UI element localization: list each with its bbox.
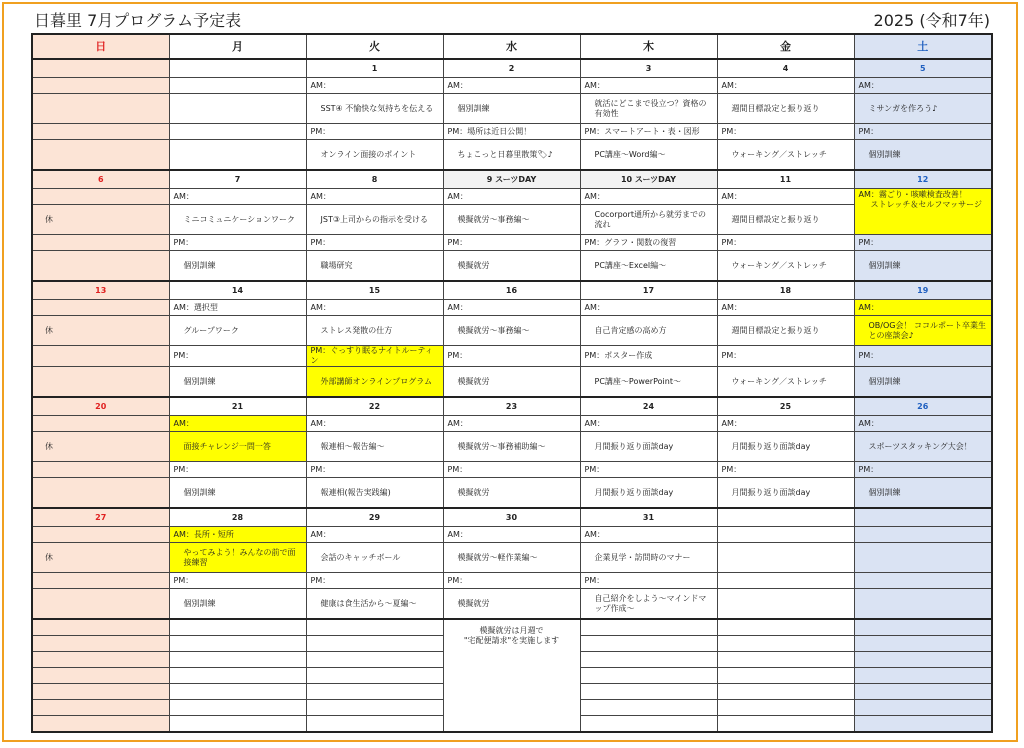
pm-label: PM： <box>443 573 580 589</box>
am-label: AM： <box>443 189 580 205</box>
am-label-sub: ストレッチ＆セルフマッサージ <box>870 200 982 209</box>
pm-program: ウォーキング／ストレッチ <box>717 140 854 171</box>
pm-label: PM： <box>580 462 717 478</box>
am-label: AM： <box>580 527 717 543</box>
empty-cell <box>306 619 443 636</box>
am-program: 週間目標設定と振り返り <box>717 316 854 346</box>
pm-program: 個別訓練 <box>169 478 306 509</box>
header-tue: 火 <box>306 34 443 59</box>
week5-dates <box>32 508 992 527</box>
week3-pm <box>32 367 992 398</box>
am-label: AM： <box>717 78 854 94</box>
pm-label: PM： <box>169 462 306 478</box>
date-cell: 3 <box>580 59 717 78</box>
pm-program: 外部講師オンラインプログラム <box>306 367 443 398</box>
week1-dates <box>32 59 992 78</box>
pm-label: PM： <box>306 462 443 478</box>
am-label: AM： <box>306 300 443 316</box>
empty-cell <box>717 684 854 700</box>
am-program <box>169 94 306 124</box>
pm-label: PM：場所は近日公開！ <box>443 124 580 140</box>
date-cell: 21 <box>169 397 306 416</box>
week2-pm <box>32 251 992 282</box>
empty-cell <box>306 700 443 716</box>
am-label: AM： <box>443 78 580 94</box>
pm-program: 月間振り返り面談day <box>580 478 717 509</box>
date-cell: 24 <box>580 397 717 416</box>
pm-program: 模擬就労 <box>443 367 580 398</box>
empty-cell <box>306 652 443 668</box>
empty-cell <box>32 716 169 733</box>
header-thu: 木 <box>580 34 717 59</box>
empty-cell <box>717 716 854 733</box>
am-program <box>854 543 992 573</box>
am-program: OB/OG会！ ココルポート卒業生との座談会♪ <box>854 316 992 346</box>
pm-label: PM： <box>854 235 992 251</box>
week2-dates <box>32 170 992 189</box>
date-cell: 8 <box>306 170 443 189</box>
empty-cell <box>580 619 717 636</box>
date-cell: 7 <box>169 170 306 189</box>
am-label <box>32 189 169 205</box>
date-cell: 29 <box>306 508 443 527</box>
date-cell <box>854 508 992 527</box>
pm-label: PM： <box>717 462 854 478</box>
pm-program <box>32 478 169 509</box>
am-label: AM： <box>580 78 717 94</box>
date-cell: 6 <box>32 170 169 189</box>
am-label: AM： <box>443 416 580 432</box>
empty-cell <box>854 636 992 652</box>
rest-label: 休 <box>32 543 169 573</box>
pm-label: PM： <box>580 573 717 589</box>
empty-cell <box>32 652 169 668</box>
date-cell <box>32 59 169 78</box>
pm-program: 個別訓練 <box>854 140 992 171</box>
pm-program <box>854 589 992 620</box>
empty-cell <box>854 684 992 700</box>
date-cell: 10 スーツDAY <box>580 170 717 189</box>
date-cell: 1 <box>306 59 443 78</box>
empty-cell <box>169 668 306 684</box>
am-program: ストレス発散の仕方 <box>306 316 443 346</box>
pm-label <box>32 124 169 140</box>
pm-label <box>32 346 169 367</box>
pm-label: PM： <box>443 346 580 367</box>
empty-cell <box>169 716 306 733</box>
empty-cell <box>854 619 992 636</box>
am-program: スポーツスタッキング大会！ <box>854 432 992 462</box>
pm-program <box>32 589 169 620</box>
empty-cell <box>854 652 992 668</box>
pm-label: PM： <box>717 124 854 140</box>
am-label <box>32 416 169 432</box>
pm-program: 報連相(報告実践編) <box>306 478 443 509</box>
week1-pm-labels <box>32 124 992 140</box>
date-cell: 31 <box>580 508 717 527</box>
date-cell: 22 <box>306 397 443 416</box>
empty-cell <box>32 684 169 700</box>
pm-label <box>32 462 169 478</box>
pm-label: PM： <box>443 235 580 251</box>
am-label: AM： <box>580 300 717 316</box>
empty-cell <box>306 716 443 733</box>
week1-pm <box>32 140 992 171</box>
am-program: グループワーク <box>169 316 306 346</box>
pm-label: PM：スマートアート・表・図形 <box>580 124 717 140</box>
empty-cell <box>169 652 306 668</box>
empty-cell <box>717 668 854 684</box>
empty-cell <box>580 652 717 668</box>
date-cell: 4 <box>717 59 854 78</box>
empty-cell <box>169 636 306 652</box>
pm-label: PM： <box>169 573 306 589</box>
empty-cell <box>580 684 717 700</box>
rest-label: 休 <box>32 432 169 462</box>
pm-program <box>32 140 169 171</box>
pm-label <box>32 573 169 589</box>
am-label: AM：長所・短所 <box>169 527 306 543</box>
empty-cell <box>306 684 443 700</box>
pm-label: PM：ぐっすり眠るナイトルーティン <box>306 346 443 367</box>
empty-cell <box>32 619 169 636</box>
date-cell: 12 <box>854 170 992 189</box>
pm-program <box>32 251 169 282</box>
pm-program: PC講座～PowerPoint～ <box>580 367 717 398</box>
pm-label: PM： <box>169 235 306 251</box>
am-label: AM： <box>169 189 306 205</box>
year-label: 2025 (令和7年) <box>873 11 990 30</box>
empty-cell <box>580 716 717 733</box>
weekday-header <box>32 34 992 59</box>
pm-program: 健康は食生活から～夏編～ <box>306 589 443 620</box>
am-label <box>717 527 854 543</box>
am-program: 個別訓練 <box>443 94 580 124</box>
pm-label: PM：ポスター作成 <box>580 346 717 367</box>
pm-label: PM： <box>306 124 443 140</box>
week3-am <box>32 316 992 346</box>
am-label: AM：霧ごり・咳嗽検査改善！ <box>858 190 967 199</box>
week4-pm-labels <box>32 462 992 478</box>
date-cell: 5 <box>854 59 992 78</box>
pm-program: 個別訓練 <box>169 367 306 398</box>
am-program: 模擬就労～事務編～ <box>443 205 580 235</box>
empty-cell <box>717 700 854 716</box>
week5-am-labels <box>32 527 992 543</box>
week3-am-labels <box>32 300 992 316</box>
am-label: AM： <box>443 527 580 543</box>
pm-program: 個別訓練 <box>169 251 306 282</box>
am-program: 週間目標設定と振り返り <box>717 94 854 124</box>
pm-program: 月間振り返り面談day <box>717 478 854 509</box>
am-label: AM： <box>580 189 717 205</box>
empty-cell <box>306 668 443 684</box>
pm-program: 模擬就労 <box>443 589 580 620</box>
program-calendar <box>31 33 993 733</box>
am-program: やってみよう！みんなの前で面接練習 <box>169 543 306 573</box>
pm-program: ウォーキング／ストレッチ <box>717 367 854 398</box>
empty-cell <box>169 700 306 716</box>
am-label <box>32 527 169 543</box>
empty-cell <box>580 636 717 652</box>
date-cell: 2 <box>443 59 580 78</box>
pm-label: PM： <box>717 235 854 251</box>
am-label: AM： <box>717 300 854 316</box>
empty-cell <box>169 684 306 700</box>
pm-program: ウォーキング／ストレッチ <box>717 251 854 282</box>
pm-program: ちょこっと日暮里散策🏷♪ <box>443 140 580 171</box>
pm-label: PM： <box>854 462 992 478</box>
week3-dates <box>32 281 992 300</box>
am-program <box>32 94 169 124</box>
pm-program: 職場研究 <box>306 251 443 282</box>
am-label: AM： <box>306 78 443 94</box>
date-cell: 23 <box>443 397 580 416</box>
week3-pm-labels <box>32 346 992 367</box>
week4-am <box>32 432 992 462</box>
am-program: 報連相～報告編～ <box>306 432 443 462</box>
date-cell: 17 <box>580 281 717 300</box>
week1-am-labels <box>32 78 992 94</box>
pm-program: オンライン面接のポイント <box>306 140 443 171</box>
am-program: 就活にどこまで役立つ？資格の有効性 <box>580 94 717 124</box>
empty-cell <box>580 668 717 684</box>
am-program: 月間振り返り面談day <box>717 432 854 462</box>
am-label <box>32 300 169 316</box>
am-label: AM： <box>717 416 854 432</box>
week5-am <box>32 543 992 573</box>
empty-cell <box>717 636 854 652</box>
header-sun: 日 <box>32 34 169 59</box>
am-label-highlight <box>854 189 992 235</box>
am-label: AM： <box>717 189 854 205</box>
pm-label: PM： <box>169 346 306 367</box>
date-cell: 14 <box>169 281 306 300</box>
am-program: 週間目標設定と振り返り <box>717 205 854 235</box>
date-cell <box>717 508 854 527</box>
empty-cell <box>32 636 169 652</box>
date-cell: 15 <box>306 281 443 300</box>
pm-program: 模擬就労 <box>443 251 580 282</box>
am-label: AM： <box>854 416 992 432</box>
header-sat: 土 <box>854 34 992 59</box>
am-program: ミサンガを作ろう♪ <box>854 94 992 124</box>
date-cell: 20 <box>32 397 169 416</box>
week5-pm-labels <box>32 573 992 589</box>
pm-program: 個別訓練 <box>854 251 992 282</box>
empty-cell <box>580 700 717 716</box>
am-program: ミニコミュニケーションワーク <box>169 205 306 235</box>
footer-note <box>443 619 580 732</box>
empty-cell <box>306 636 443 652</box>
rest-label: 休 <box>32 316 169 346</box>
am-label: AM： <box>854 300 992 316</box>
date-cell: 11 <box>717 170 854 189</box>
pm-program <box>717 589 854 620</box>
am-program: 月間振り返り面談day <box>580 432 717 462</box>
am-program: Cocorport通所から就労までの流れ <box>580 205 717 235</box>
am-program: SST④ 不愉快な気持ちを伝える <box>306 94 443 124</box>
empty-cell <box>717 652 854 668</box>
am-label <box>32 78 169 94</box>
am-program: 自己肯定感の高め方 <box>580 316 717 346</box>
am-program: 会話のキャッチボール <box>306 543 443 573</box>
pm-label <box>169 124 306 140</box>
date-cell: 9 スーツDAY <box>443 170 580 189</box>
date-cell: 19 <box>854 281 992 300</box>
pm-label <box>717 573 854 589</box>
week2-am <box>32 205 992 235</box>
pm-label: PM： <box>306 235 443 251</box>
pm-program: 個別訓練 <box>854 367 992 398</box>
date-cell: 30 <box>443 508 580 527</box>
pm-program: PC講座～Word編～ <box>580 140 717 171</box>
empty-cell <box>717 619 854 636</box>
pm-label: PM： <box>306 573 443 589</box>
week2-pm-labels <box>32 235 992 251</box>
page-title: 日暮里 7月プログラム予定表 <box>34 11 242 30</box>
empty-cell <box>854 700 992 716</box>
empty-cell <box>32 700 169 716</box>
am-label: AM： <box>580 416 717 432</box>
date-cell <box>169 59 306 78</box>
empty-cell <box>32 668 169 684</box>
am-label <box>854 527 992 543</box>
pm-label: PM： <box>443 462 580 478</box>
empty-cell <box>854 716 992 733</box>
week2-am-labels <box>32 189 992 205</box>
am-label: AM： <box>443 300 580 316</box>
date-cell: 18 <box>717 281 854 300</box>
pm-label <box>854 573 992 589</box>
pm-program: PC講座～Excel編～ <box>580 251 717 282</box>
week4-am-labels <box>32 416 992 432</box>
date-cell: 28 <box>169 508 306 527</box>
am-label <box>169 78 306 94</box>
pm-program: 模擬就労 <box>443 478 580 509</box>
pm-program <box>169 140 306 171</box>
rest-label: 休 <box>32 205 169 235</box>
am-label: AM： <box>306 189 443 205</box>
am-program: JST③上司からの指示を受ける <box>306 205 443 235</box>
week4-pm <box>32 478 992 509</box>
date-cell: 13 <box>32 281 169 300</box>
header-wed: 水 <box>443 34 580 59</box>
date-cell: 27 <box>32 508 169 527</box>
week5-pm <box>32 589 992 620</box>
header-fri: 金 <box>717 34 854 59</box>
pm-program <box>32 367 169 398</box>
pm-label: PM： <box>854 346 992 367</box>
week4-dates <box>32 397 992 416</box>
header-mon: 月 <box>169 34 306 59</box>
am-program: 模擬就労～軽作業編～ <box>443 543 580 573</box>
footer-row <box>32 619 992 636</box>
week1-am <box>32 94 992 124</box>
am-program: 模擬就労～事務補助編～ <box>443 432 580 462</box>
am-label: AM： <box>854 78 992 94</box>
am-program: 企業見学・訪問時のマナー <box>580 543 717 573</box>
pm-program: 個別訓練 <box>169 589 306 620</box>
am-program <box>717 543 854 573</box>
pm-label: PM： <box>854 124 992 140</box>
date-cell: 26 <box>854 397 992 416</box>
am-program: 模擬就労～事務編～ <box>443 316 580 346</box>
footer-note-text: 模擬就労は月週で "宅配便請求"を実施します <box>463 626 560 645</box>
empty-cell <box>169 619 306 636</box>
pm-label <box>32 235 169 251</box>
empty-cell <box>854 668 992 684</box>
am-label: AM：選択型 <box>169 300 306 316</box>
pm-label: PM：グラフ・関数の復習 <box>580 235 717 251</box>
am-program: 面接チャレンジ一問一答 <box>169 432 306 462</box>
date-cell: 25 <box>717 397 854 416</box>
date-cell: 16 <box>443 281 580 300</box>
pm-program: 個別訓練 <box>854 478 992 509</box>
am-label: AM： <box>306 416 443 432</box>
pm-label: PM： <box>717 346 854 367</box>
am-label: AM： <box>169 416 306 432</box>
pm-program: 自己紹介をしよう～マインドマップ作成～ <box>580 589 717 620</box>
am-label: AM： <box>306 527 443 543</box>
